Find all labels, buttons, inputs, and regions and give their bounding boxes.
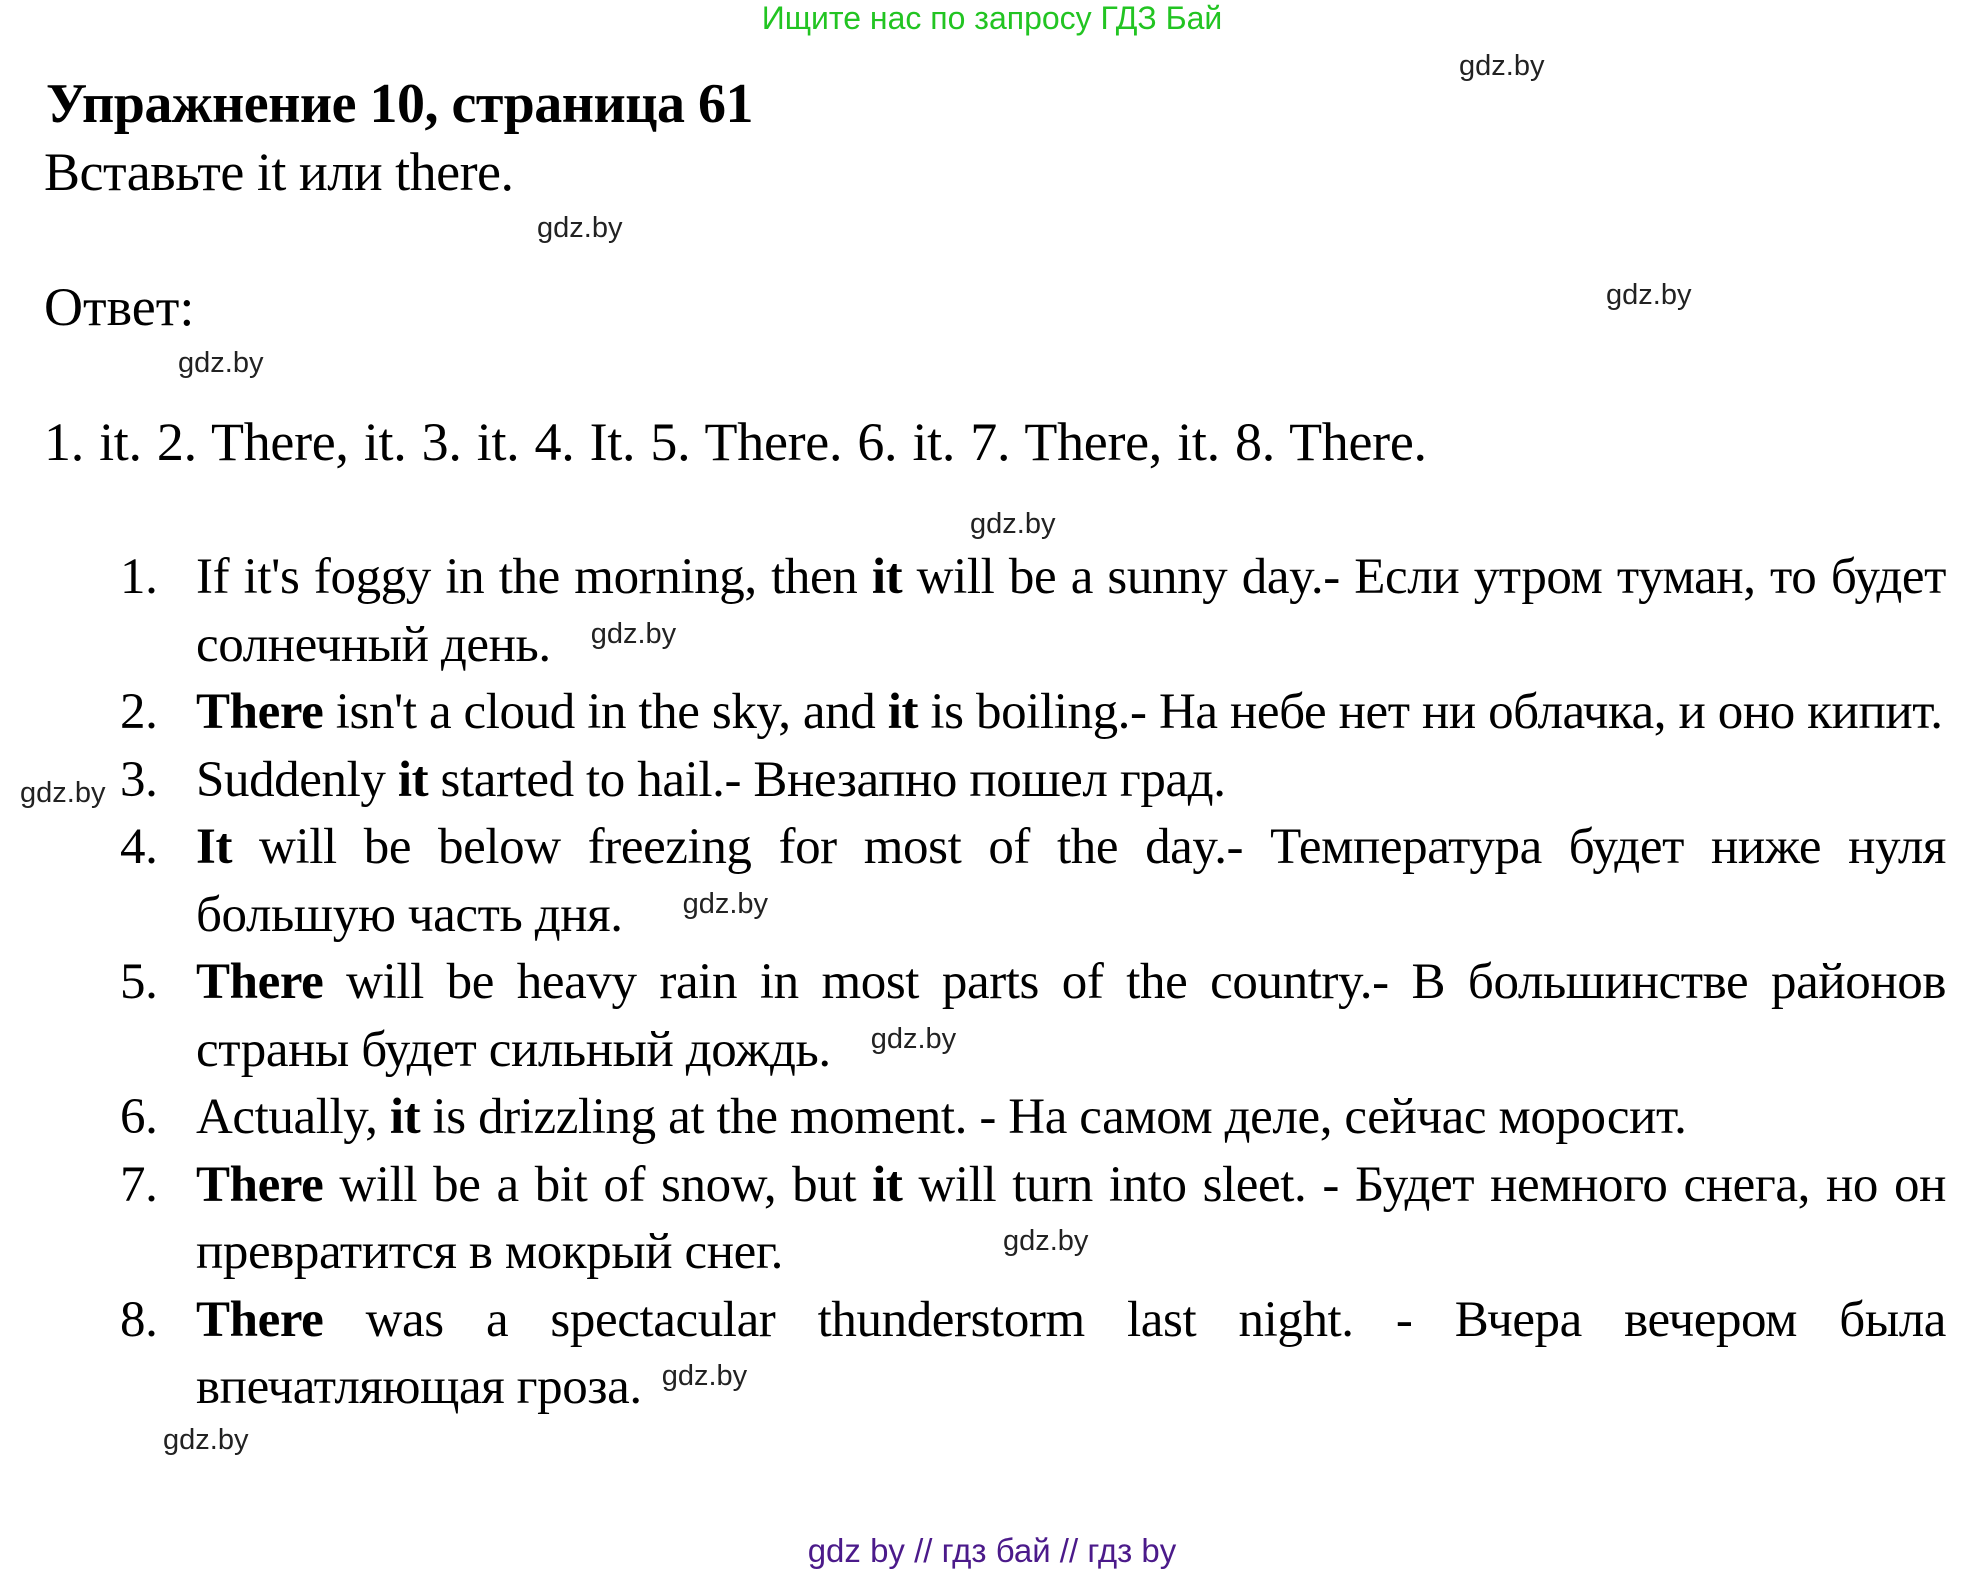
answer-word: There <box>196 684 324 740</box>
list-item <box>120 1152 1946 1287</box>
list-item <box>120 1287 1946 1422</box>
watermark: gdz.by <box>1606 279 1692 311</box>
item-text <box>196 1084 1946 1152</box>
text-segment: If it's foggy in the morning, then <box>196 549 872 605</box>
answer-word: it <box>871 549 903 605</box>
watermark: gdz.by <box>1002 1225 1089 1257</box>
watermark: gdz.by <box>970 508 1056 540</box>
text-segment: will be a bit of snow, but <box>323 1156 873 1213</box>
watermark: gdz.by <box>20 777 106 809</box>
text-segment: will turn into sleet. - Будет немного снега, но он превратится в мокрый снег. <box>196 1156 1946 1280</box>
answer-word: It <box>196 819 233 875</box>
list-item <box>120 1084 1946 1152</box>
answer-word: There <box>196 1156 324 1213</box>
text-segment: Actually, <box>196 1089 390 1145</box>
text-segment: will be a sunny day.- Если утром туман, то будет солнечный день. <box>196 549 1946 673</box>
answers-summary: 1. it. 2. There, it. 3. it. 4. It. 5. There. 6. it. 7. There, it. 8. There. <box>44 412 1427 472</box>
watermark: gdz.by <box>178 347 264 379</box>
item-text <box>196 1287 1946 1422</box>
answer-word: There <box>196 954 324 1010</box>
task-instruction: Вставьте it или there. <box>44 142 514 202</box>
footer-links: gdz by // гдз бай // гдз by <box>807 1532 1177 1569</box>
item-number: 1. <box>120 549 158 605</box>
item-number: 3. <box>120 751 158 808</box>
answer-word: it <box>872 1156 903 1213</box>
watermark: gdz.by <box>590 617 677 650</box>
item-number: 2. <box>120 684 158 740</box>
answer-list-area <box>120 544 1946 1456</box>
answer-word: There <box>196 1291 324 1348</box>
list-item <box>120 679 1946 747</box>
list-item <box>120 544 1946 679</box>
text-segment: will be heavy rain in most parts of the country.- В большинстве районов страны будет сильный дождь. <box>196 954 1946 1078</box>
watermark: gdz.by <box>537 212 623 244</box>
item-text <box>196 747 1946 815</box>
text-segment: was a spectacular thunderstorm last night. - Вчера вечером была впечатляющая гроза. <box>196 1291 1946 1415</box>
item-text <box>196 949 1946 1084</box>
item-text <box>196 544 1946 679</box>
text-segment: is drizzling at the moment. - На самом деле, сейчас моросит. <box>420 1089 1687 1145</box>
answer-word: it <box>389 1089 421 1145</box>
answer-label: Ответ: <box>44 277 195 337</box>
list-item <box>120 949 1946 1084</box>
watermark: gdz.by <box>682 887 769 920</box>
answer-word: it <box>887 684 919 740</box>
search-banner: Ищите нас по запросу ГДЗ Бай <box>761 0 1223 36</box>
watermark: gdz.by <box>163 1423 249 1456</box>
text-segment: is boiling.- На небе нет ни облачка, и оно кипит. <box>918 684 1943 740</box>
text-segment: started to hail.- Внезапно пошел град. <box>428 751 1226 808</box>
item-number: 8. <box>120 1291 158 1348</box>
list-item <box>120 814 1946 949</box>
page-title: Упражнение 10, страница 61 <box>46 73 754 135</box>
watermark: gdz.by <box>661 1360 748 1392</box>
watermark: gdz.by <box>870 1022 957 1055</box>
item-number: 5. <box>120 954 158 1010</box>
list-item <box>120 747 1946 815</box>
item-text <box>196 679 1946 747</box>
item-number: 7. <box>120 1156 158 1213</box>
watermark: gdz.by <box>1459 50 1545 82</box>
item-number: 4. <box>120 819 158 875</box>
item-number: 6. <box>120 1089 158 1145</box>
text-segment: will be below freezing for most of the day.- Температура будет ниже нуля большую часть дня. <box>196 819 1946 943</box>
text-segment: Suddenly <box>196 751 398 808</box>
text-segment: isn't a cloud in the sky, and <box>323 684 888 740</box>
answer-word: it <box>397 751 429 808</box>
answer-list <box>120 544 1946 1422</box>
item-text <box>196 1152 1946 1287</box>
item-text <box>196 814 1946 949</box>
